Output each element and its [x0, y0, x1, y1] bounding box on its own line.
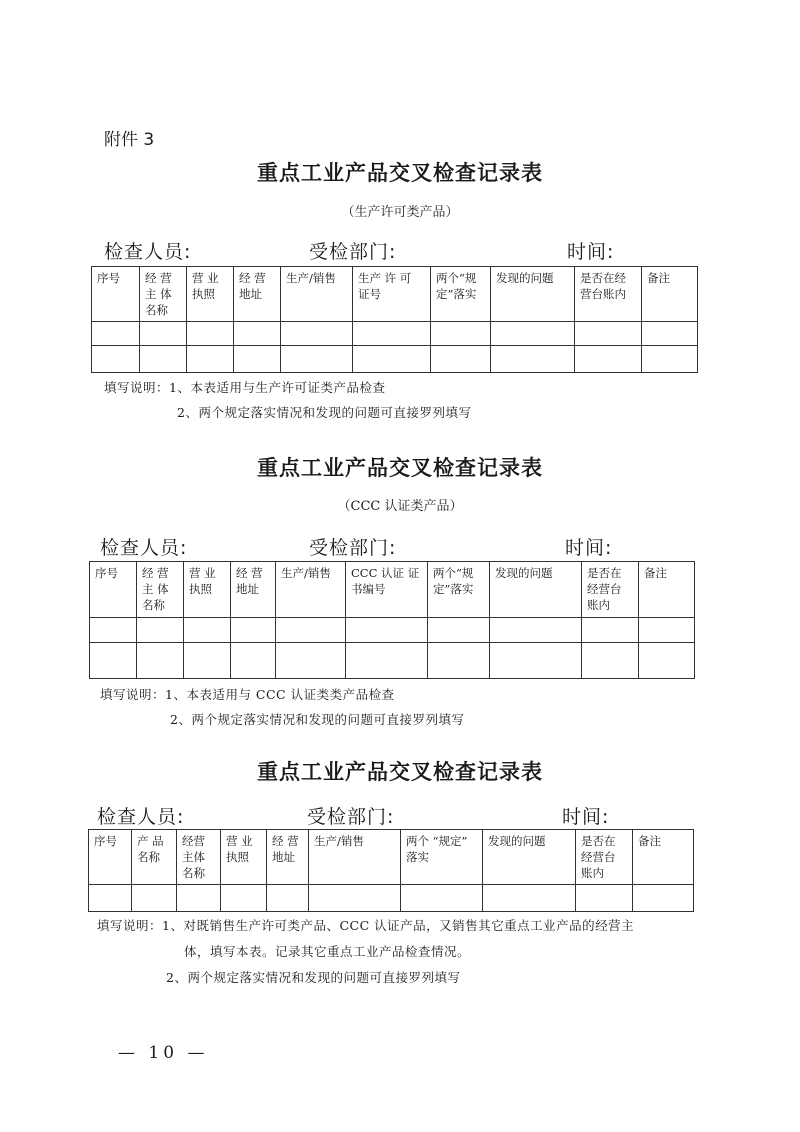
- col-header: 生产/销售: [276, 562, 346, 618]
- table-header-row: [89, 830, 694, 885]
- table-cell[interactable]: [633, 885, 694, 912]
- table-cell[interactable]: [184, 618, 231, 643]
- form3-time-label: 时间:: [562, 806, 610, 828]
- table-cell[interactable]: [221, 885, 267, 912]
- table-cell[interactable]: [401, 885, 483, 912]
- table-cell[interactable]: [267, 885, 309, 912]
- col-header: 营 业 执照: [221, 830, 267, 885]
- table-row: [90, 643, 695, 679]
- form1-inspector-label: 检查人员:: [104, 241, 192, 263]
- table-cell[interactable]: [231, 618, 276, 643]
- table-cell[interactable]: [639, 618, 695, 643]
- col-header: CCC 认证 证书编号: [346, 562, 428, 618]
- form2-table: [89, 561, 695, 679]
- table-cell[interactable]: [92, 346, 140, 373]
- form2-inspector-label: 检查人员:: [100, 537, 188, 559]
- table-cell[interactable]: [90, 643, 137, 679]
- table-cell[interactable]: [132, 885, 177, 912]
- table-row: [92, 322, 698, 346]
- table-cell[interactable]: [428, 643, 490, 679]
- form1-subtitle: （生产许可类产品）: [341, 205, 459, 220]
- col-header: 备注: [633, 830, 694, 885]
- col-header: 是否在 经营台 账内: [576, 830, 633, 885]
- table-cell[interactable]: [346, 618, 428, 643]
- table-row: [90, 618, 695, 643]
- form2-note-1: 填写说明：1、本表适用与 CCC 认证类类产品检查: [100, 687, 395, 702]
- col-header: 序号: [90, 562, 137, 618]
- col-header: 经营 主体 名称: [177, 830, 221, 885]
- table-cell[interactable]: [582, 618, 639, 643]
- col-header: 是否在 经营台 账内: [582, 562, 639, 618]
- table-cell[interactable]: [90, 618, 137, 643]
- form3-note-1: 填写说明：1、对既销售生产许可类产品、CCC 认证产品，又销售其它重点工业产品的经营主: [97, 918, 635, 933]
- table-cell[interactable]: [642, 346, 698, 373]
- table-cell[interactable]: [353, 346, 431, 373]
- form1-time-label: 时间:: [567, 241, 615, 263]
- col-header: 发现的问题: [483, 830, 576, 885]
- table-cell[interactable]: [491, 322, 575, 346]
- col-header: 经 营 主 体 名称: [137, 562, 184, 618]
- table-cell[interactable]: [483, 885, 576, 912]
- table-cell[interactable]: [281, 322, 353, 346]
- form2-subtitle: （CCC 认证类产品）: [337, 499, 463, 514]
- table-cell[interactable]: [177, 885, 221, 912]
- table-cell[interactable]: [276, 643, 346, 679]
- table-cell[interactable]: [576, 885, 633, 912]
- table-cell[interactable]: [575, 346, 642, 373]
- col-header: 经 营 地址: [234, 267, 281, 322]
- table-cell[interactable]: [642, 322, 698, 346]
- col-header: 两个“规 定”落实: [428, 562, 490, 618]
- table-cell[interactable]: [431, 346, 491, 373]
- table-cell[interactable]: [234, 346, 281, 373]
- table-cell[interactable]: [92, 322, 140, 346]
- col-header: 经 营 主 体 名称: [140, 267, 187, 322]
- table-cell[interactable]: [140, 346, 187, 373]
- table-cell[interactable]: [346, 643, 428, 679]
- col-header: 发现的问题: [491, 267, 575, 322]
- table-cell[interactable]: [89, 885, 132, 912]
- table-cell[interactable]: [309, 885, 401, 912]
- col-header: 序号: [92, 267, 140, 322]
- form3-table: [88, 829, 694, 912]
- table-header-row: [90, 562, 695, 618]
- form2-dept-label: 受检部门:: [309, 537, 397, 559]
- col-header: 营 业 执照: [187, 267, 234, 322]
- table-cell[interactable]: [431, 322, 491, 346]
- col-header: 是否在经 营台账内: [575, 267, 642, 322]
- col-header: 生产/销售: [281, 267, 353, 322]
- col-header: 经 营 地址: [267, 830, 309, 885]
- col-header: 产 品 名称: [132, 830, 177, 885]
- table-cell[interactable]: [281, 346, 353, 373]
- col-header: 营 业 执照: [184, 562, 231, 618]
- table-cell[interactable]: [276, 618, 346, 643]
- table-cell[interactable]: [137, 643, 184, 679]
- form3-note-3: 2、两个规定落实情况和发现的问题可直接罗列填写: [166, 970, 461, 985]
- form2-time-label: 时间:: [565, 537, 613, 559]
- col-header: 两个 “规定” 落实: [401, 830, 483, 885]
- form1-title: 重点工业产品交叉检查记录表: [257, 160, 543, 185]
- col-header: 生产 许 可 证号: [353, 267, 431, 322]
- form2-note-2: 2、两个规定落实情况和发现的问题可直接罗列填写: [170, 712, 465, 727]
- table-row: [89, 885, 694, 912]
- table-cell[interactable]: [187, 322, 234, 346]
- table-cell[interactable]: [639, 643, 695, 679]
- col-header: 经 营 地址: [231, 562, 276, 618]
- form1-dept-label: 受检部门:: [309, 241, 397, 263]
- table-cell[interactable]: [137, 618, 184, 643]
- col-header: 备注: [639, 562, 695, 618]
- form3-title: 重点工业产品交叉检查记录表: [257, 759, 543, 784]
- table-row: [92, 346, 698, 373]
- table-cell[interactable]: [184, 643, 231, 679]
- form2-title: 重点工业产品交叉检查记录表: [257, 455, 543, 480]
- table-cell[interactable]: [231, 643, 276, 679]
- table-cell[interactable]: [353, 322, 431, 346]
- col-header: 两个“规 定”落实: [431, 267, 491, 322]
- table-cell[interactable]: [575, 322, 642, 346]
- form3-inspector-label: 检查人员:: [97, 806, 185, 828]
- table-cell[interactable]: [490, 618, 582, 643]
- form1-table: [91, 266, 698, 373]
- col-header: 序号: [89, 830, 132, 885]
- table-cell[interactable]: [140, 322, 187, 346]
- col-header: 生产/销售: [309, 830, 401, 885]
- table-cell[interactable]: [234, 322, 281, 346]
- table-cell[interactable]: [582, 643, 639, 679]
- table-header-row: [92, 267, 698, 322]
- form1-note-1: 填写说明：1、本表适用与生产许可证类产品检查: [104, 380, 386, 395]
- col-header: 发现的问题: [490, 562, 582, 618]
- form3-dept-label: 受检部门:: [307, 806, 395, 828]
- table-cell[interactable]: [187, 346, 234, 373]
- table-cell[interactable]: [428, 618, 490, 643]
- col-header: 备注: [642, 267, 698, 322]
- attachment-label: 附件 3: [104, 130, 155, 150]
- form1-note-2: 2、两个规定落实情况和发现的问题可直接罗列填写: [177, 405, 472, 420]
- table-cell[interactable]: [491, 346, 575, 373]
- page-number: — 10 —: [118, 1043, 209, 1063]
- table-cell[interactable]: [490, 643, 582, 679]
- form3-note-2: 体，填写本表。记录其它重点工业产品检查情况。: [184, 944, 471, 959]
